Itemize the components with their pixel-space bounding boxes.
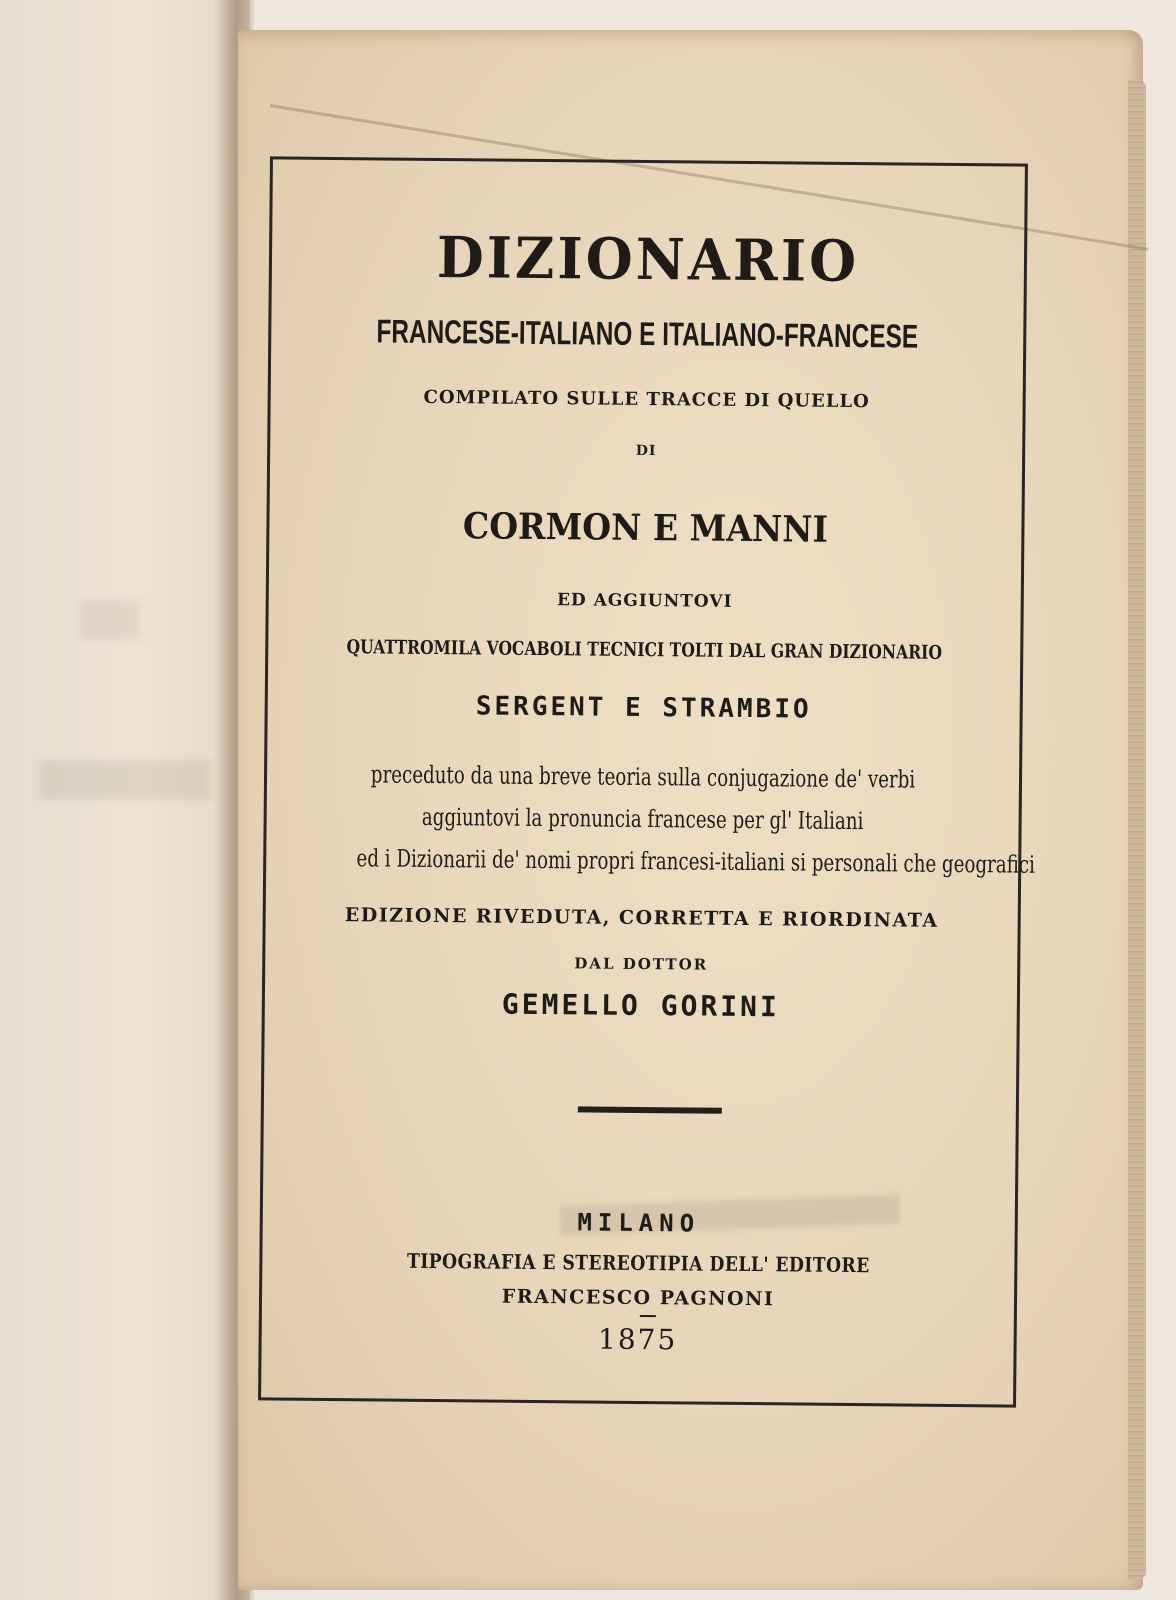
left-page-bleed-through-2 (40, 760, 210, 800)
imprint-printer: TIPOGRAFIA E STEREOTIPIA DELL' EDITORE (406, 1248, 870, 1278)
small-divider (640, 1315, 656, 1317)
source-dictionary: SERGENT E STRAMBIO (475, 691, 812, 725)
left-page-bleed-through (80, 600, 140, 640)
aggiuntovi-line: ED AGGIUNTOVI (556, 590, 733, 612)
imprint-publisher: FRANCESCO PAGNONI (501, 1285, 775, 1311)
description-line: aggiuntovi la pronuncia francese per gl' Italiani (421, 802, 864, 836)
page-edges (1128, 80, 1146, 1580)
title-frame (258, 156, 1036, 1407)
imprint-year: 1875 (597, 1322, 678, 1357)
description-line: ed i Dizionarii de' nomi propri francesi-italiani si personali che geografici (356, 844, 1036, 879)
compiled-line: COMPILATO SULLE TRACCE DI QUELLO (423, 386, 870, 413)
imprint-city: MILANO (577, 1208, 701, 1238)
edition-line: EDIZIONE RIVEDUTA, CORRETTA E RIORDINATA (344, 904, 939, 932)
editor-name: GEMELLO GORINI (501, 987, 781, 1024)
description-line: preceduto da una breve teoria sulla conjugazione de' verbi (370, 760, 916, 794)
left-page (0, 0, 250, 1600)
book-title: DIZIONARIO (436, 223, 860, 295)
book-subtitle: FRANCESE-ITALIANO E ITALIANO-FRANCESE (376, 312, 919, 355)
authors: CORMON E MANNI (462, 505, 829, 551)
di-line: DI (635, 442, 657, 460)
divider-rule (578, 1106, 722, 1113)
dottor-line: DAL DOTTOR (574, 954, 709, 974)
vocaboli-line: QUATTROMILA VOCABOLI TECNICI TOLTI DAL GRAN DIZIONARIO (346, 636, 943, 664)
